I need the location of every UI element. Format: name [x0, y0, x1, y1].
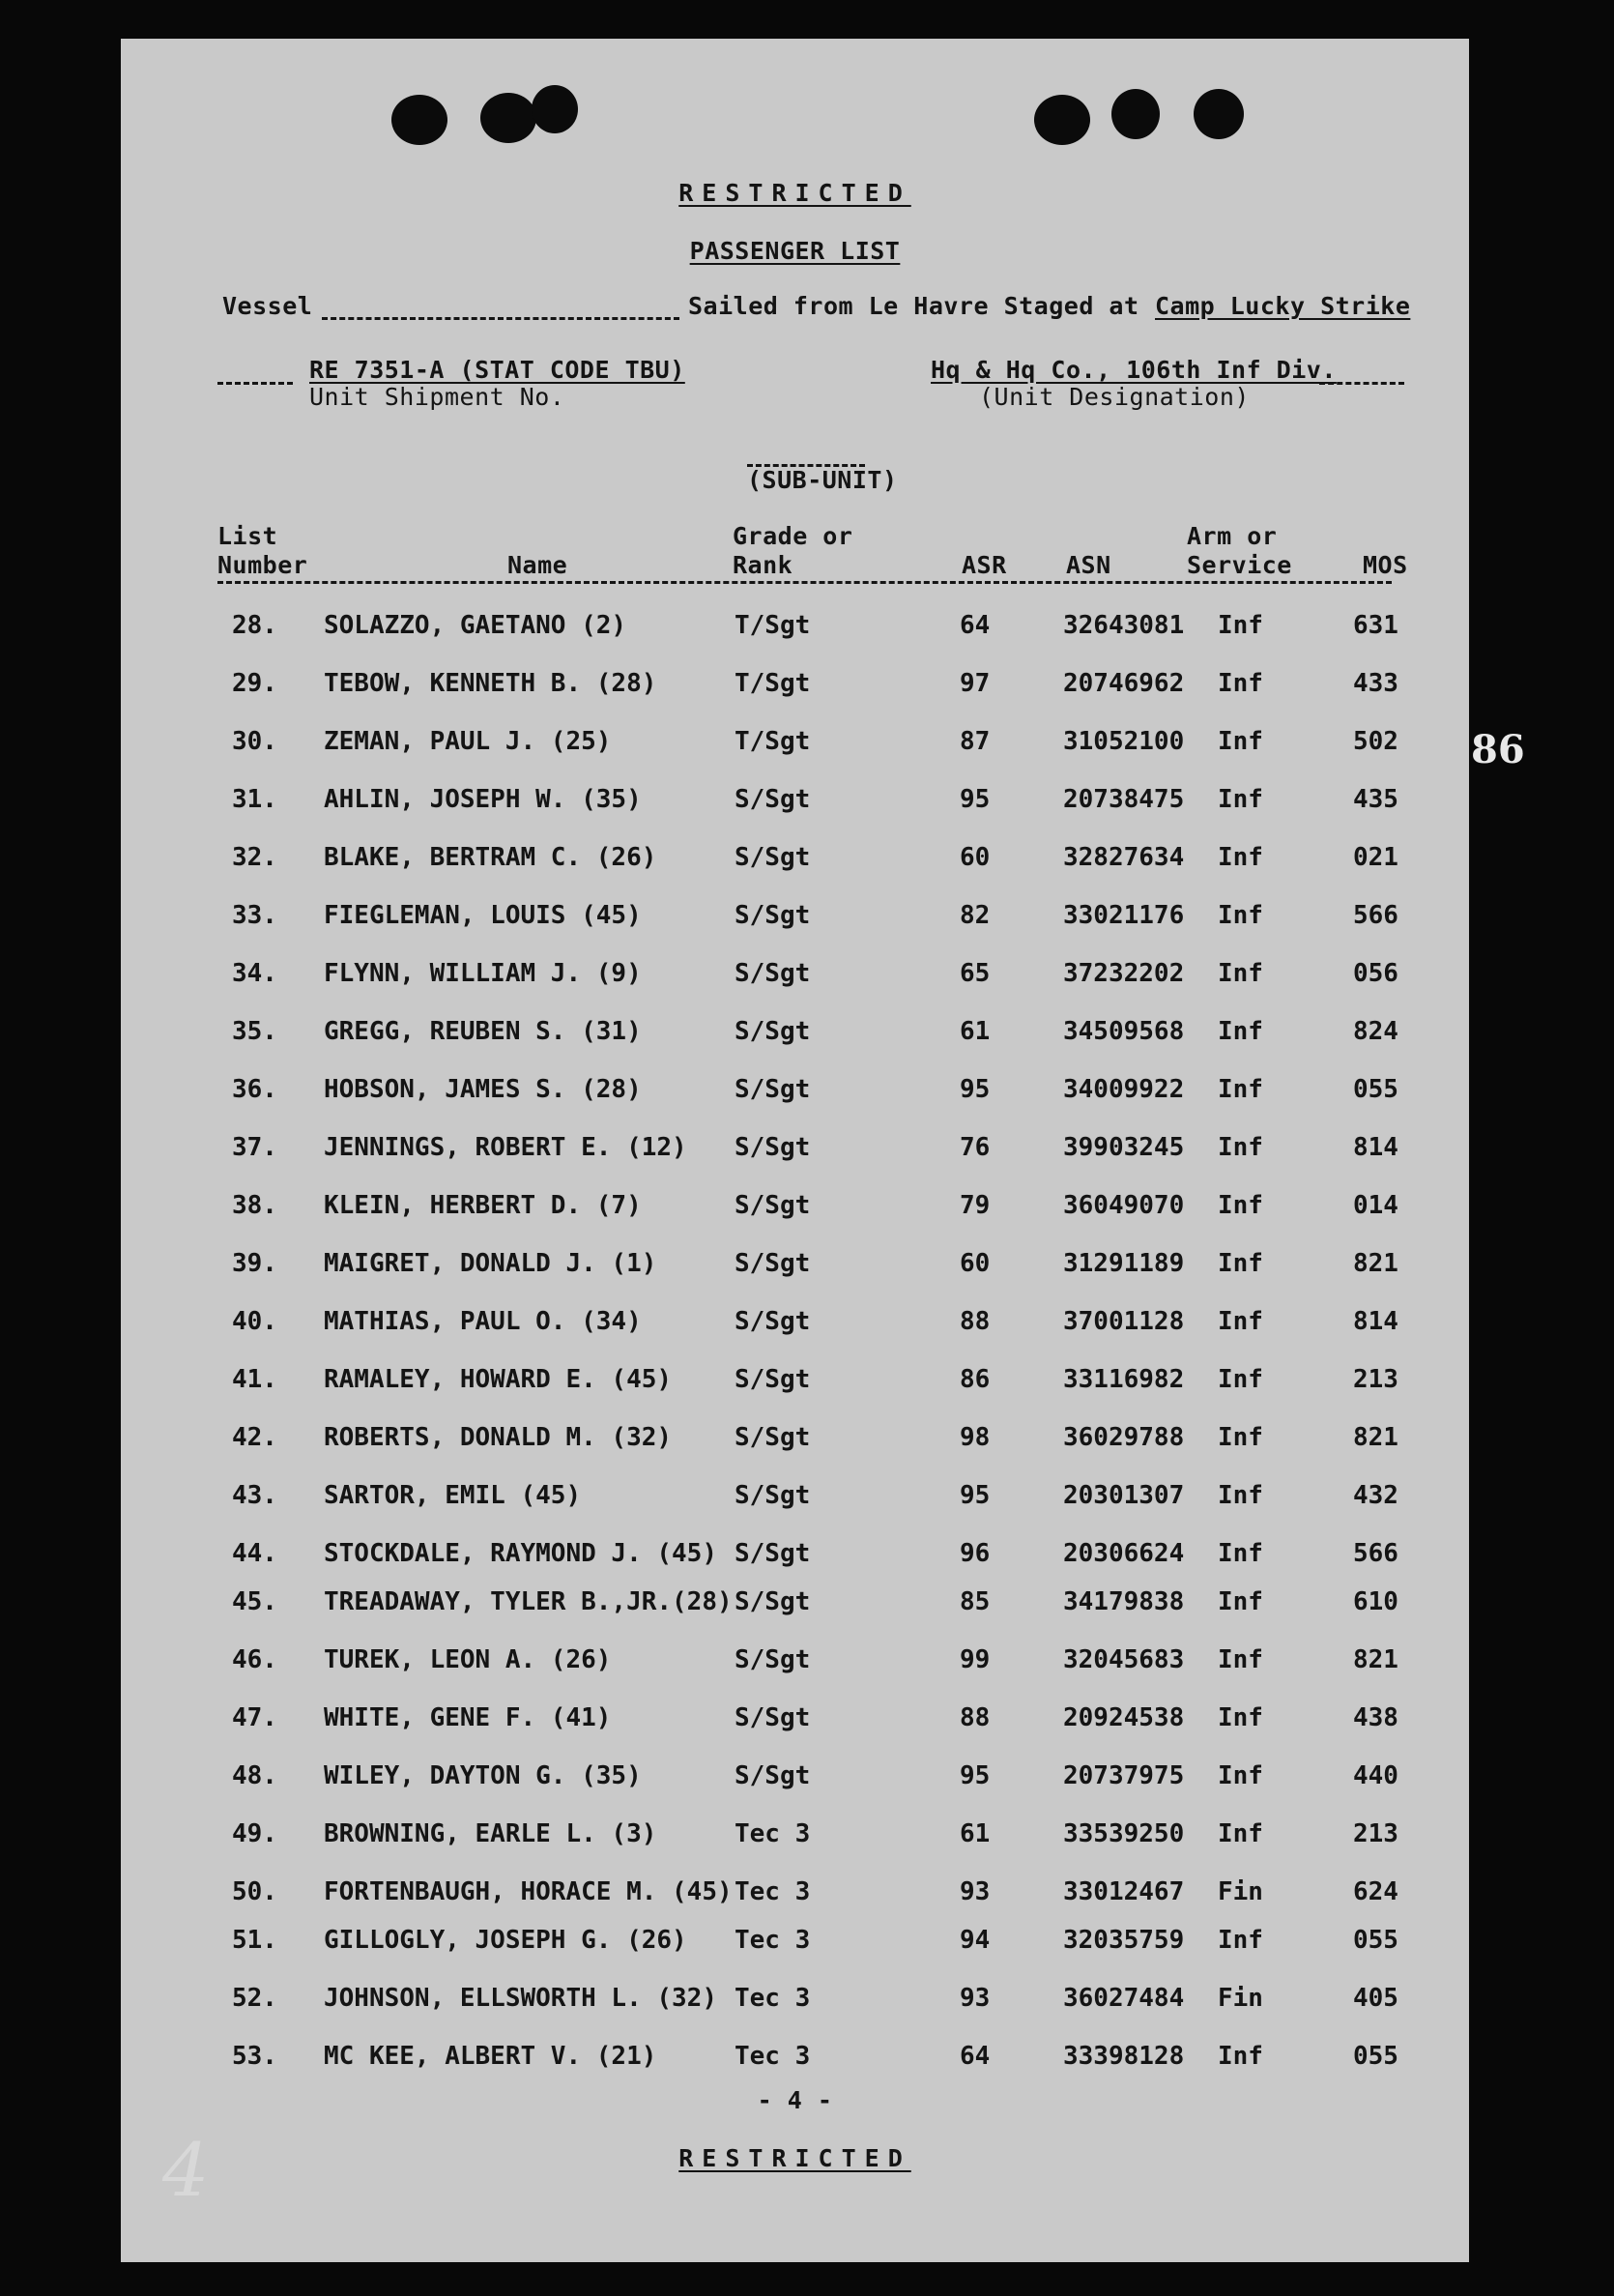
cell-asr: 95	[960, 1075, 991, 1104]
cell-grade: S/Sgt	[735, 1539, 811, 1568]
header-rule	[217, 581, 1392, 584]
punch-hole	[1111, 89, 1160, 139]
cell-mos: 433	[1353, 669, 1398, 698]
cell-num: 34.	[232, 959, 277, 988]
table-row	[121, 1819, 1469, 1858]
cell-mos: 405	[1353, 1984, 1398, 2013]
table-row	[121, 1423, 1469, 1462]
cell-mos: 824	[1353, 1017, 1398, 1046]
cell-num: 38.	[232, 1191, 277, 1220]
cell-mos: 814	[1353, 1133, 1398, 1162]
table-row	[121, 1645, 1469, 1684]
cell-arm: Inf	[1218, 1819, 1263, 1848]
cell-num: 48.	[232, 1761, 277, 1790]
cell-num: 40.	[232, 1307, 277, 1336]
cell-grade: Tec 3	[735, 1819, 811, 1848]
cell-name: MC KEE, ALBERT V. (21)	[324, 2042, 657, 2071]
cell-asn: 34009922	[1063, 1075, 1185, 1104]
cell-arm: Inf	[1218, 1926, 1263, 1955]
cell-asr: 93	[960, 1984, 991, 2013]
cell-arm: Inf	[1218, 1761, 1263, 1790]
cell-arm: Inf	[1218, 1423, 1263, 1452]
cell-asr: 93	[960, 1877, 991, 1906]
cell-name: ZEMAN, PAUL J. (25)	[324, 727, 612, 756]
cell-num: 30.	[232, 727, 277, 756]
cell-arm: Inf	[1218, 1075, 1263, 1104]
cell-num: 28.	[232, 611, 277, 640]
unit-shipment-caption: Unit Shipment No.	[309, 383, 565, 411]
cell-num: 52.	[232, 1984, 277, 2013]
cell-num: 44.	[232, 1539, 277, 1568]
cell-grade: S/Sgt	[735, 1481, 811, 1510]
punch-hole	[532, 85, 578, 133]
cell-arm: Inf	[1218, 1703, 1263, 1732]
cell-arm: Inf	[1218, 1365, 1263, 1394]
col-arm-line1: Arm or	[1187, 522, 1278, 550]
cell-asr: 87	[960, 727, 991, 756]
cell-mos: 624	[1353, 1877, 1398, 1906]
cell-mos: 021	[1353, 843, 1398, 872]
cell-name: ROBERTS, DONALD M. (32)	[324, 1423, 673, 1452]
cell-name: SOLAZZO, GAETANO (2)	[324, 611, 627, 640]
unit-shipment-number: RE 7351-A (STAT CODE TBU)	[309, 356, 685, 384]
cell-asr: 61	[960, 1017, 991, 1046]
cell-num: 33.	[232, 901, 277, 930]
cell-arm: Inf	[1218, 1133, 1263, 1162]
unit-designation-caption: (Unit Designation)	[979, 383, 1250, 411]
table-row	[121, 1761, 1469, 1800]
table-row	[121, 1539, 1469, 1578]
table-row	[121, 1191, 1469, 1230]
cell-grade: S/Sgt	[735, 1017, 811, 1046]
cell-asr: 64	[960, 2042, 991, 2071]
cell-name: RAMALEY, HOWARD E. (45)	[324, 1365, 673, 1394]
cell-arm: Inf	[1218, 843, 1263, 872]
cell-grade: S/Sgt	[735, 1761, 811, 1790]
col-list-number-line2: Number	[217, 551, 308, 579]
cell-mos: 435	[1353, 785, 1398, 814]
cell-grade: S/Sgt	[735, 1645, 811, 1674]
cell-grade: S/Sgt	[735, 1365, 811, 1394]
cell-asn: 32827634	[1063, 843, 1185, 872]
cell-asn: 20924538	[1063, 1703, 1185, 1732]
cell-num: 43.	[232, 1481, 277, 1510]
cell-name: MAIGRET, DONALD J. (1)	[324, 1249, 657, 1278]
cell-grade: S/Sgt	[735, 1587, 811, 1616]
vessel-blank-line	[322, 317, 679, 320]
cell-asn: 37232202	[1063, 959, 1185, 988]
cell-num: 35.	[232, 1017, 277, 1046]
cell-asn: 36049070	[1063, 1191, 1185, 1220]
cell-grade: S/Sgt	[735, 843, 811, 872]
cell-mos: 814	[1353, 1307, 1398, 1336]
cell-arm: Inf	[1218, 901, 1263, 930]
table-row	[121, 843, 1469, 882]
table-row	[121, 1926, 1469, 1964]
cell-asn: 31052100	[1063, 727, 1185, 756]
cell-asn: 39903245	[1063, 1133, 1185, 1162]
cell-asr: 96	[960, 1539, 991, 1568]
cell-arm: Inf	[1218, 1017, 1263, 1046]
cell-asr: 99	[960, 1645, 991, 1674]
cell-name: JOHNSON, ELLSWORTH L. (32)	[324, 1984, 717, 2013]
cell-grade: Tec 3	[735, 2042, 811, 2071]
cell-grade: Tec 3	[735, 1926, 811, 1955]
cell-mos: 610	[1353, 1587, 1398, 1616]
cell-arm: Inf	[1218, 1645, 1263, 1674]
cell-asr: 79	[960, 1191, 991, 1220]
cell-name: BLAKE, BERTRAM C. (26)	[324, 843, 657, 872]
cell-num: 47.	[232, 1703, 277, 1732]
cell-name: GILLOGLY, JOSEPH G. (26)	[324, 1926, 687, 1955]
cell-asr: 95	[960, 1761, 991, 1790]
cell-num: 29.	[232, 669, 277, 698]
cell-name: FORTENBAUGH, HORACE M. (45)	[324, 1877, 733, 1906]
col-grade-line1: Grade or	[733, 522, 853, 550]
table-row	[121, 1703, 1469, 1742]
staged-at-value: Camp Lucky Strike	[1155, 292, 1411, 320]
cell-mos: 566	[1353, 901, 1398, 930]
cell-asn: 20306624	[1063, 1539, 1185, 1568]
table-row	[121, 959, 1469, 998]
cell-name: AHLIN, JOSEPH W. (35)	[324, 785, 642, 814]
cell-asr: 60	[960, 1249, 991, 1278]
cell-name: KLEIN, HERBERT D. (7)	[324, 1191, 642, 1220]
cell-asn: 20301307	[1063, 1481, 1185, 1510]
cell-arm: Inf	[1218, 1587, 1263, 1616]
cell-asr: 65	[960, 959, 991, 988]
cell-name: FLYNN, WILLIAM J. (9)	[324, 959, 642, 988]
cell-arm: Inf	[1218, 1249, 1263, 1278]
table-row	[121, 1249, 1469, 1288]
col-name: Name	[507, 551, 568, 579]
cell-grade: S/Sgt	[735, 1075, 811, 1104]
cell-num: 37.	[232, 1133, 277, 1162]
cell-grade: S/Sgt	[735, 1249, 811, 1278]
cell-grade: S/Sgt	[735, 785, 811, 814]
cell-asr: 98	[960, 1423, 991, 1452]
cell-name: TUREK, LEON A. (26)	[324, 1645, 612, 1674]
cell-grade: S/Sgt	[735, 1423, 811, 1452]
cell-asr: 76	[960, 1133, 991, 1162]
cell-mos: 821	[1353, 1249, 1398, 1278]
cell-mos: 056	[1353, 959, 1398, 988]
table-row	[121, 2042, 1469, 2080]
cell-asr: 85	[960, 1587, 991, 1616]
cell-name: SARTOR, EMIL (45)	[324, 1481, 582, 1510]
punch-hole	[391, 95, 447, 145]
page-number: - 4 -	[757, 2086, 833, 2114]
unit-designation: Hq & Hq Co., 106th Inf Div.	[931, 356, 1337, 384]
cell-name: BROWNING, EARLE L. (3)	[324, 1819, 657, 1848]
cell-grade: S/Sgt	[735, 1703, 811, 1732]
cell-grade: S/Sgt	[735, 1133, 811, 1162]
table-row	[121, 1587, 1469, 1626]
cell-asn: 33012467	[1063, 1877, 1185, 1906]
table-row	[121, 1133, 1469, 1172]
table-row	[121, 785, 1469, 824]
cell-mos: 631	[1353, 611, 1398, 640]
table-row	[121, 1307, 1469, 1346]
cell-asn: 32643081	[1063, 611, 1185, 640]
cell-name: HOBSON, JAMES S. (28)	[324, 1075, 642, 1104]
table-row	[121, 901, 1469, 940]
cell-asr: 60	[960, 843, 991, 872]
cell-name: TEBOW, KENNETH B. (28)	[324, 669, 657, 698]
cell-grade: Tec 3	[735, 1877, 811, 1906]
cell-arm: Inf	[1218, 959, 1263, 988]
sailed-from-text: Sailed from Le Havre Staged at	[688, 292, 1139, 320]
col-asr: ASR	[962, 551, 1007, 579]
cell-name: JENNINGS, ROBERT E. (12)	[324, 1133, 687, 1162]
cell-name: MATHIAS, PAUL O. (34)	[324, 1307, 642, 1336]
cell-mos: 055	[1353, 2042, 1398, 2071]
cell-asr: 86	[960, 1365, 991, 1394]
cell-mos: 821	[1353, 1423, 1398, 1452]
cell-asr: 94	[960, 1926, 991, 1955]
cell-grade: T/Sgt	[735, 727, 811, 756]
cell-asn: 20738475	[1063, 785, 1185, 814]
cell-asn: 36029788	[1063, 1423, 1185, 1452]
cell-asn: 33021176	[1063, 901, 1185, 930]
cell-asn: 34509568	[1063, 1017, 1185, 1046]
cell-arm: Inf	[1218, 1307, 1263, 1336]
cell-num: 32.	[232, 843, 277, 872]
cell-arm: Inf	[1218, 1539, 1263, 1568]
cell-mos: 432	[1353, 1481, 1398, 1510]
sub-unit-label: (SUB-UNIT)	[747, 466, 898, 494]
cell-name: STOCKDALE, RAYMOND J. (45)	[324, 1539, 717, 1568]
cell-num: 46.	[232, 1645, 277, 1674]
cell-num: 51.	[232, 1926, 277, 1955]
cell-num: 42.	[232, 1423, 277, 1452]
cell-asn: 33539250	[1063, 1819, 1185, 1848]
col-asn: ASN	[1066, 551, 1111, 579]
cell-name: WHITE, GENE F. (41)	[324, 1703, 612, 1732]
cell-asr: 61	[960, 1819, 991, 1848]
table-row	[121, 1017, 1469, 1056]
unit-trailing-line	[1319, 382, 1404, 385]
table-row	[121, 611, 1469, 650]
cell-num: 36.	[232, 1075, 277, 1104]
cell-asn: 37001128	[1063, 1307, 1185, 1336]
cell-num: 49.	[232, 1819, 277, 1848]
cell-mos: 014	[1353, 1191, 1398, 1220]
cell-asn: 20746962	[1063, 669, 1185, 698]
cell-name: TREADAWAY, TYLER B.,JR.(28)	[324, 1587, 733, 1616]
handwritten-page-number: 4	[162, 2127, 210, 2213]
table-row	[121, 1877, 1469, 1916]
table-row	[121, 1075, 1469, 1114]
cell-asr: 88	[960, 1703, 991, 1732]
col-grade-line2: Rank	[733, 551, 793, 579]
cell-mos: 440	[1353, 1761, 1398, 1790]
cell-asr: 82	[960, 901, 991, 930]
cell-grade: Tec 3	[735, 1984, 811, 2013]
cell-asr: 95	[960, 785, 991, 814]
cell-num: 39.	[232, 1249, 277, 1278]
table-row	[121, 1481, 1469, 1520]
cell-mos: 438	[1353, 1703, 1398, 1732]
passenger-list-title: PASSENGER LIST	[689, 237, 901, 265]
cell-num: 53.	[232, 2042, 277, 2071]
cell-num: 45.	[232, 1587, 277, 1616]
restricted-footer: RESTRICTED	[678, 2144, 911, 2172]
col-arm-line2: Service	[1187, 551, 1292, 579]
vessel-label: Vessel	[222, 292, 313, 320]
cell-asn: 32035759	[1063, 1926, 1185, 1955]
cell-num: 41.	[232, 1365, 277, 1394]
cell-arm: Inf	[1218, 1191, 1263, 1220]
col-mos: MOS	[1363, 551, 1408, 579]
cell-arm: Inf	[1218, 2042, 1263, 2071]
shipment-leader-line	[217, 382, 293, 385]
cell-name: GREGG, REUBEN S. (31)	[324, 1017, 642, 1046]
cell-grade: S/Sgt	[735, 1307, 811, 1336]
restricted-heading: RESTRICTED	[678, 179, 911, 207]
cell-asr: 64	[960, 611, 991, 640]
cell-mos: 213	[1353, 1365, 1398, 1394]
cell-asn: 33398128	[1063, 2042, 1185, 2071]
col-list-number-line1: List	[217, 522, 278, 550]
cell-asr: 97	[960, 669, 991, 698]
cell-mos: 566	[1353, 1539, 1398, 1568]
cell-num: 31.	[232, 785, 277, 814]
table-row	[121, 669, 1469, 708]
punch-hole	[1034, 95, 1090, 145]
cell-num: 50.	[232, 1877, 277, 1906]
cell-asn: 32045683	[1063, 1645, 1185, 1674]
cell-arm: Inf	[1218, 1481, 1263, 1510]
margin-stamp-number: 86	[1471, 727, 1525, 772]
table-row	[121, 1365, 1469, 1404]
cell-grade: S/Sgt	[735, 1191, 811, 1220]
table-row	[121, 727, 1469, 766]
cell-asn: 36027484	[1063, 1984, 1185, 2013]
cell-arm: Inf	[1218, 785, 1263, 814]
cell-asr: 88	[960, 1307, 991, 1336]
cell-arm: Inf	[1218, 727, 1263, 756]
cell-grade: T/Sgt	[735, 611, 811, 640]
cell-asn: 20737975	[1063, 1761, 1185, 1790]
cell-asr: 95	[960, 1481, 991, 1510]
cell-grade: S/Sgt	[735, 959, 811, 988]
cell-arm: Inf	[1218, 611, 1263, 640]
cell-mos: 213	[1353, 1819, 1398, 1848]
table-row	[121, 1984, 1469, 2022]
cell-arm: Fin	[1218, 1877, 1263, 1906]
cell-asn: 34179838	[1063, 1587, 1185, 1616]
cell-arm: Fin	[1218, 1984, 1263, 2013]
punch-hole	[1194, 89, 1244, 139]
punch-hole	[480, 93, 536, 143]
cell-mos: 502	[1353, 727, 1398, 756]
cell-asn: 33116982	[1063, 1365, 1185, 1394]
cell-name: FIEGLEMAN, LOUIS (45)	[324, 901, 642, 930]
cell-grade: S/Sgt	[735, 901, 811, 930]
cell-grade: T/Sgt	[735, 669, 811, 698]
cell-mos: 055	[1353, 1075, 1398, 1104]
cell-arm: Inf	[1218, 669, 1263, 698]
cell-name: WILEY, DAYTON G. (35)	[324, 1761, 642, 1790]
passenger-list-page	[121, 39, 1469, 2262]
cell-asn: 31291189	[1063, 1249, 1185, 1278]
cell-mos: 821	[1353, 1645, 1398, 1674]
cell-mos: 055	[1353, 1926, 1398, 1955]
